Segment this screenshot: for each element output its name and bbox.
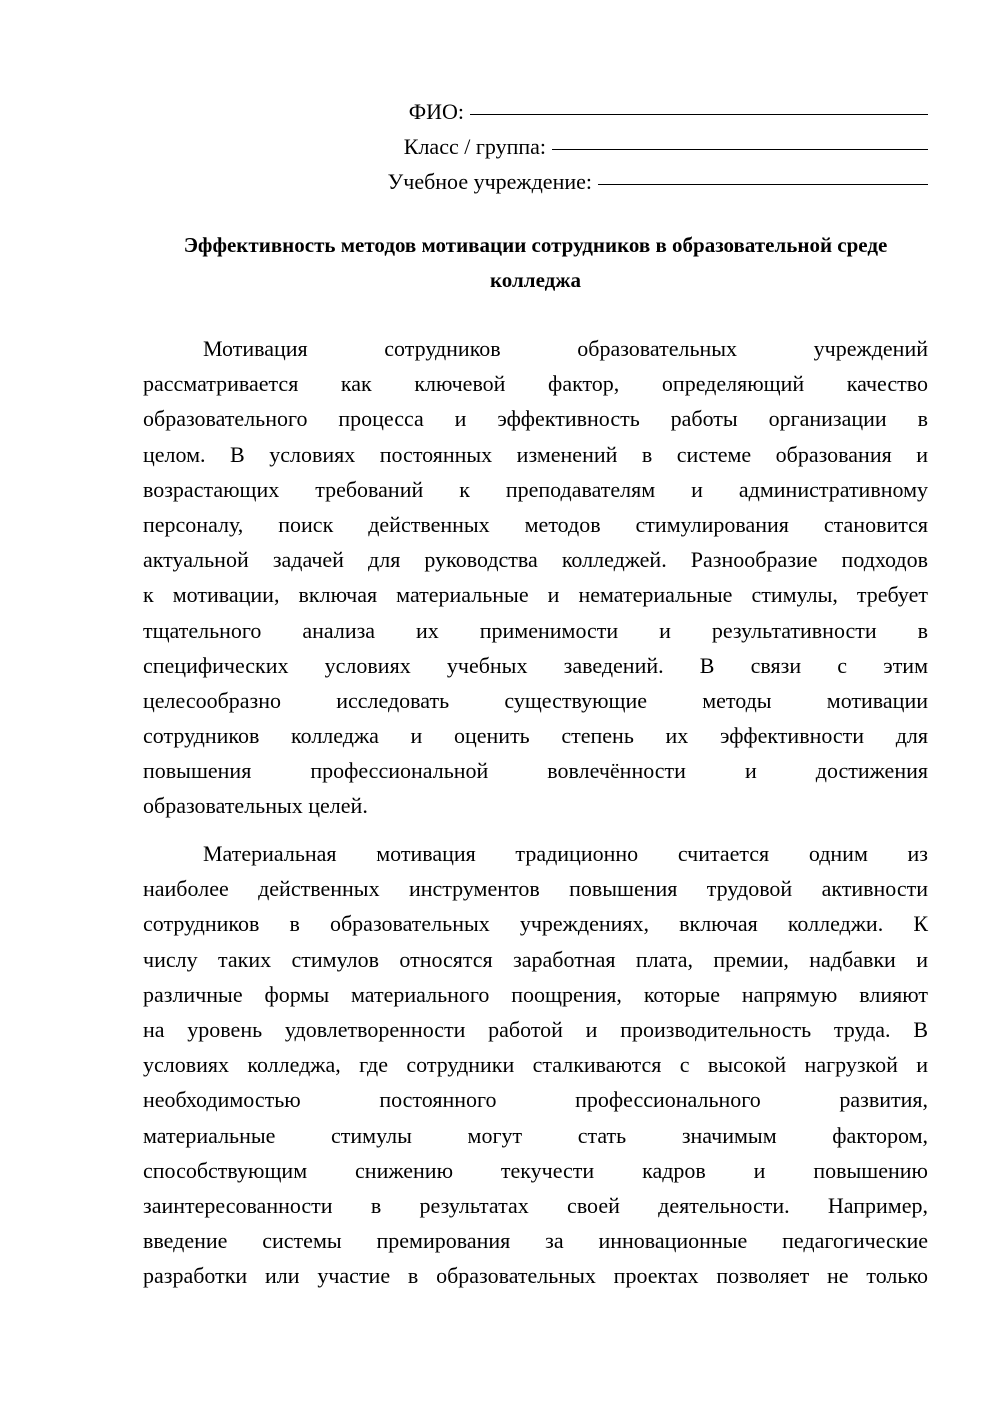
fio-blank-field[interactable] bbox=[470, 90, 928, 115]
text-line: к мотивации, включая материальные и нематериальные стимулы, требует bbox=[143, 582, 928, 608]
class-label: Класс / группа: bbox=[403, 134, 546, 159]
text-line: целесообразно исследовать существующие методы мотивации bbox=[143, 687, 928, 713]
text-line: условиях колледжа, где сотрудники сталкиваются с высокой нагрузкой и bbox=[143, 1052, 928, 1078]
text-line: необходимостью постоянного профессионального развития, bbox=[143, 1087, 928, 1113]
text-line: тщательного анализа их применимости и результативности в bbox=[143, 617, 928, 643]
institution-blank-field[interactable] bbox=[598, 160, 928, 185]
text-line: возрастающих требований к преподавателям и административному bbox=[143, 476, 928, 502]
class-blank-field[interactable] bbox=[552, 125, 928, 150]
text-line: образовательного процесса и эффективность работы организации в bbox=[143, 406, 928, 432]
paragraph-1 bbox=[143, 331, 928, 824]
text-line: введение системы премирования за инновационные педагогические bbox=[143, 1228, 928, 1254]
institution-label: Учебное учреждение: bbox=[387, 169, 592, 194]
fio-line bbox=[328, 94, 928, 129]
text-line: материальные стимулы могут стать значимым фактором, bbox=[143, 1122, 928, 1148]
text-line: образовательных целей. bbox=[143, 793, 368, 819]
text-line: специфических условиях учебных заведений. В связи с этим bbox=[143, 652, 928, 678]
text-line: актуальной задачей для руководства колледжей. Разнообразие подходов bbox=[143, 547, 928, 573]
student-info-header bbox=[328, 94, 928, 199]
text-line: Материальная мотивация традиционно считается одним из bbox=[203, 841, 928, 866]
text-line: разработки или участие в образовательных проектах позволяет не только bbox=[143, 1263, 928, 1289]
text-line: заинтересованности в результатах своей деятельности. Например, bbox=[143, 1192, 928, 1218]
text-line: целом. В условиях постоянных изменений в системе образования и bbox=[143, 441, 928, 467]
text-line: персоналу, поиск действенных методов стимулирования становится bbox=[143, 511, 928, 537]
fio-label: ФИО: bbox=[408, 99, 464, 124]
text-line: рассматривается как ключевой фактор, определяющий качество bbox=[143, 371, 928, 397]
paragraph-2 bbox=[143, 836, 928, 1293]
document-title bbox=[143, 228, 928, 298]
text-line: сотрудников колледжа и оценить степень их эффективности для bbox=[143, 723, 928, 749]
text-line: способствующим снижению текучести кадров и повышению bbox=[143, 1157, 928, 1183]
text-line: наиболее действенных инструментов повышения трудовой активности bbox=[143, 876, 928, 902]
title-line-2: колледжа bbox=[489, 268, 581, 292]
class-line bbox=[328, 129, 928, 164]
text-line: числу таких стимулов относятся заработная плата, премии, надбавки и bbox=[143, 946, 928, 972]
text-line: сотрудников в образовательных учреждениях, включая колледжи. К bbox=[143, 911, 928, 937]
text-line: различные формы материального поощрения, которые напрямую влияют bbox=[143, 981, 928, 1007]
text-line: повышения профессиональной вовлечённости и достижения bbox=[143, 758, 928, 784]
title-line-1: Эффективность методов мотивации сотрудников в образовательной среде bbox=[183, 233, 888, 257]
institution-line bbox=[328, 164, 928, 199]
text-line: Мотивация сотрудников образовательных учреждений bbox=[203, 336, 928, 361]
text-line: на уровень удовлетворенности работой и производительность труда. В bbox=[143, 1016, 928, 1042]
